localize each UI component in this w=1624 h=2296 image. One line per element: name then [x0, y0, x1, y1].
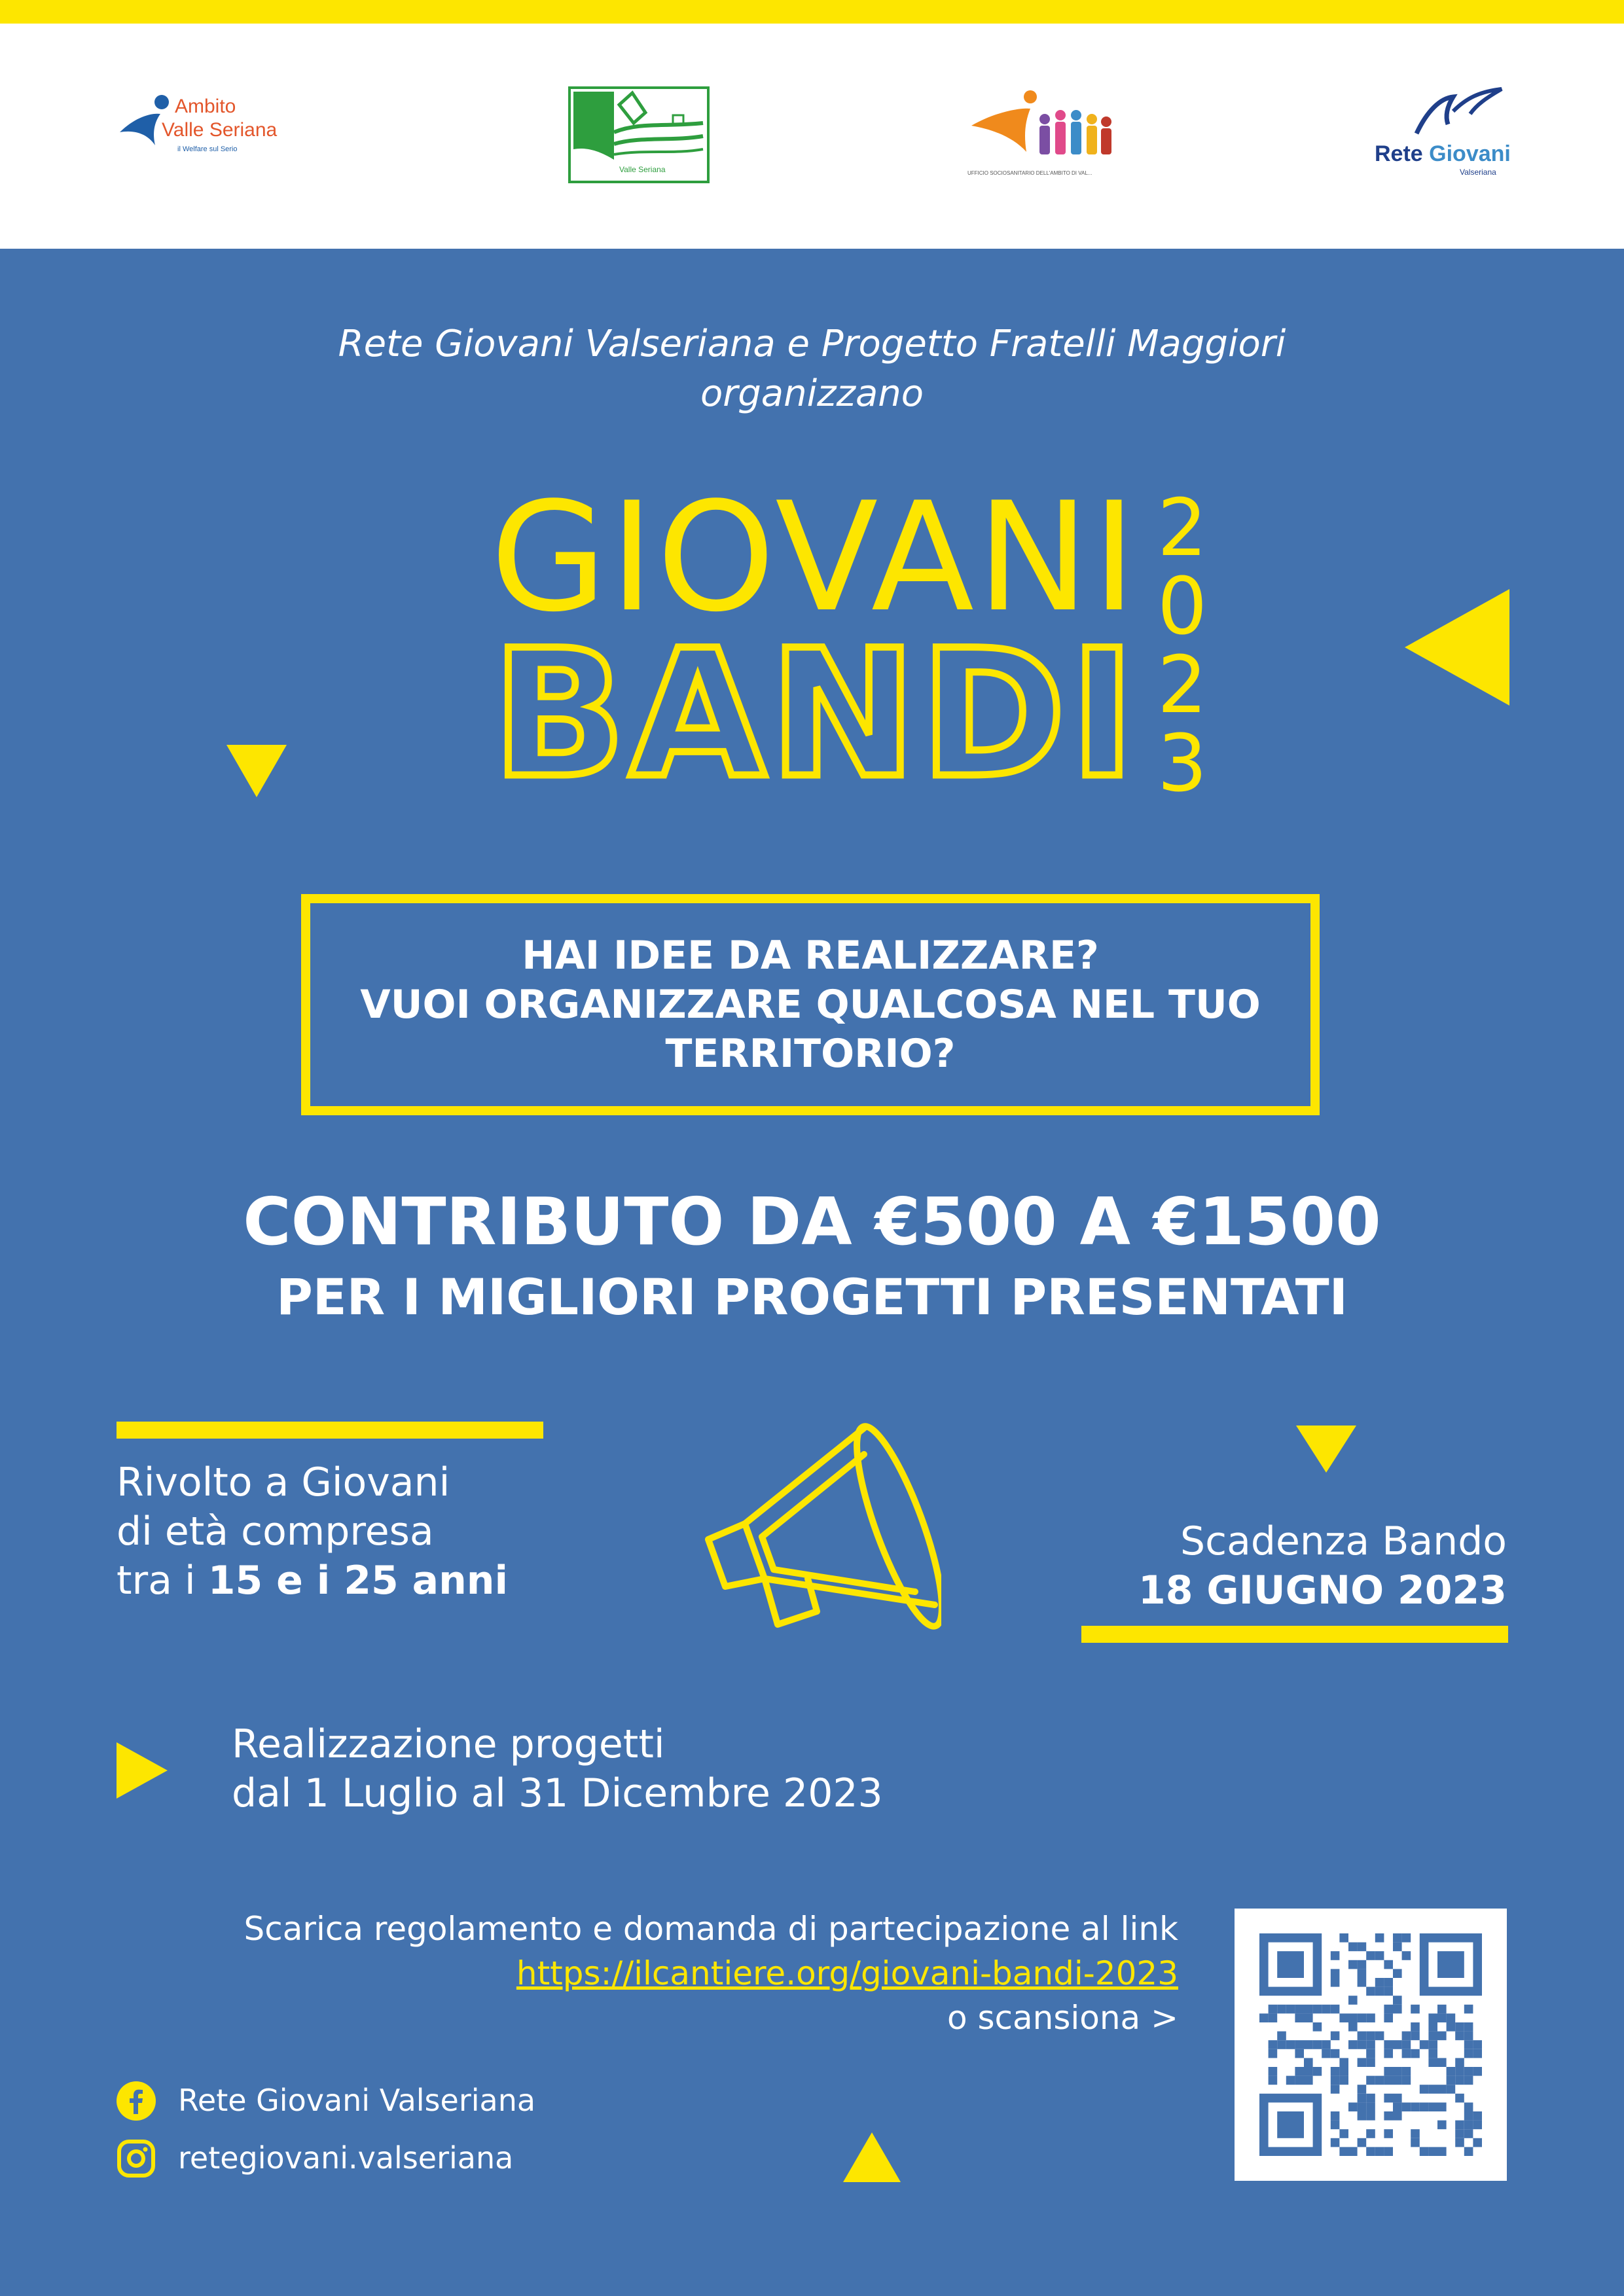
deadline-label: Scadenza Bando — [1180, 1518, 1507, 1564]
year-digit-2b: 2 — [1157, 640, 1208, 731]
qr-code-panel[interactable] — [1235, 1909, 1507, 2181]
question-box — [301, 894, 1320, 1115]
realization-line-2: dal 1 Luglio al 31 Dicembre 2023 — [232, 1770, 883, 1816]
rete-giovani-wordmark — [1375, 141, 1511, 167]
contribution-headline: CONTRIBUTO DA €500 A €1500 — [243, 1183, 1381, 1260]
target-line-3 — [117, 1556, 508, 1605]
top-accent-bar — [0, 0, 1624, 24]
target-age-range: 15 e i 25 anni — [208, 1558, 509, 1604]
download-link[interactable]: https://ilcantiere.org/giovani-bandi-2023 — [516, 1954, 1178, 1992]
qr-code-icon[interactable] — [1259, 1933, 1482, 2156]
title-bandi: BANDI — [492, 613, 1139, 817]
facebook-icon[interactable] — [117, 2081, 156, 2121]
instagram-handle[interactable]: retegiovani.valseriana — [178, 2140, 514, 2176]
target-bar — [117, 1422, 543, 1439]
ufficio-sociosanitario-logo — [967, 89, 1119, 187]
triangle-left-icon — [1405, 589, 1509, 706]
giovani-word: Giovani — [1429, 141, 1511, 166]
target-line-1: Rivolto a Giovani — [117, 1460, 450, 1505]
year-digit-2a: 2 — [1157, 483, 1208, 574]
contribution-subline: PER I MIGLIORI PROGETTI PRESENTATI — [276, 1268, 1348, 1326]
year-digit-3: 3 — [1157, 719, 1208, 810]
comunita-caption: Valle Seriana — [619, 165, 666, 174]
triangle-up-icon — [843, 2132, 901, 2182]
question-line-1: HAI IDEE DA REALIZZARE? — [522, 932, 1099, 978]
intro-line-1: Rete Giovani Valseriana e Progetto Fratelli Maggiori — [338, 323, 1286, 365]
ambito-line1: Ambito — [175, 96, 236, 117]
triangle-down-small-icon — [1296, 1426, 1356, 1473]
target-line-2: di età compresa — [117, 1509, 434, 1554]
people-icon — [967, 89, 1119, 174]
scan-text: o scansiona > — [947, 1999, 1178, 2037]
realization-line-1: Realizzazione progetti — [232, 1721, 665, 1767]
ambito-line2: Valle Seriana — [162, 119, 278, 141]
megaphone-icon — [693, 1415, 941, 1640]
download-text: Scarica regolamento e domanda di partecipazione al link — [244, 1910, 1178, 1948]
instagram-icon[interactable] — [117, 2139, 156, 2178]
comunita-montana-logo — [568, 86, 710, 183]
question-line-2: VUOI ORGANIZZARE QUALCOSA NEL TUO — [360, 981, 1261, 1028]
ambito-tagline: il Welfare sul Serio — [177, 145, 238, 153]
title-giovani: GIOVANI — [490, 471, 1139, 645]
year-digit-0: 0 — [1157, 562, 1208, 653]
target-prefix: tra i — [117, 1558, 208, 1604]
swoosh-icon — [1414, 85, 1506, 137]
rete-word: Rete — [1375, 141, 1423, 166]
triangle-down-icon — [226, 745, 287, 797]
triangle-right-icon — [117, 1742, 168, 1799]
rete-giovani-logo — [1375, 85, 1512, 183]
ambito-valle-seriana-logo — [115, 92, 331, 170]
ufficio-caption: UFFICIO SOCIOSANITARIO DELL'AMBITO DI VAL... — [967, 170, 1092, 176]
deadline-date: 18 GIUGNO 2023 — [1138, 1568, 1507, 1613]
rete-giovani-sub: Valseriana — [1460, 168, 1496, 177]
facebook-handle[interactable]: Rete Giovani Valseriana — [178, 2083, 536, 2118]
question-line-3: TERRITORIO? — [665, 1030, 956, 1077]
deadline-bar — [1081, 1626, 1508, 1643]
intro-line-2: organizzano — [700, 372, 924, 415]
